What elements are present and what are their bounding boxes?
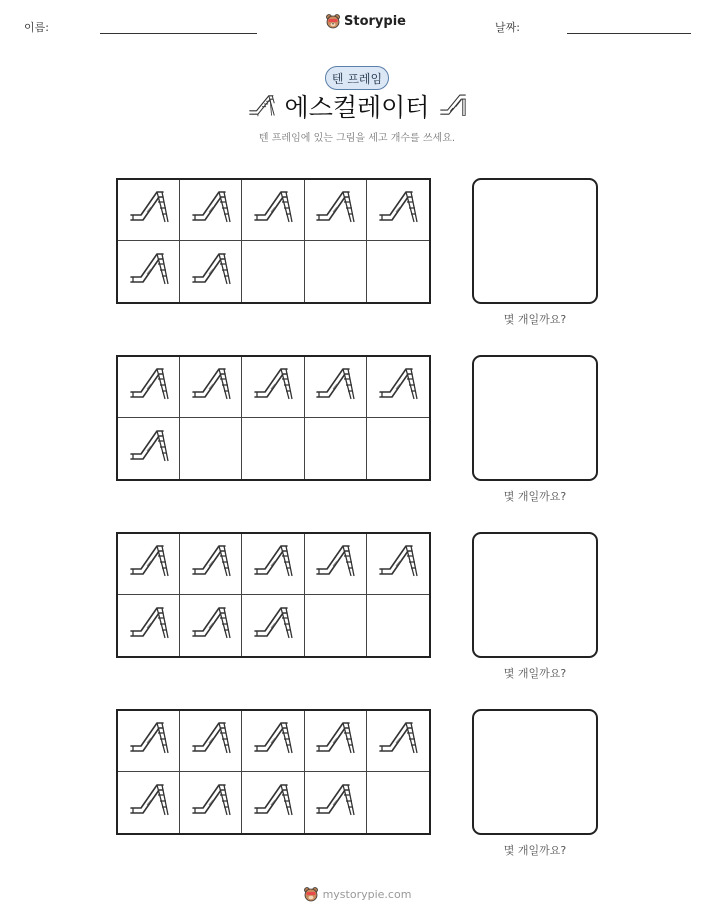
frame-cell [305,534,367,595]
escalator-icon [251,720,295,762]
footer-site: mystorypie.com [322,888,412,901]
frame-cell [305,241,367,302]
ten-frame-1 [116,178,431,304]
frame-cell [367,241,429,302]
frame-cell [118,772,180,833]
escalator-icon [313,720,357,762]
escalator-icon [189,720,233,762]
frame-cell [118,711,180,772]
question-3: 몇 개일까요? [503,667,567,680]
frame-cell [305,357,367,418]
question-1: 몇 개일까요? [503,313,567,326]
frame-cell [305,772,367,833]
frame-cell [180,711,242,772]
frame-cell [367,772,429,833]
frame-cell [180,180,242,241]
escalator-icon [127,428,171,470]
ten-frame-4 [116,709,431,835]
frame-cell [242,357,304,418]
escalator-icon [376,189,420,231]
escalator-icon [376,720,420,762]
frame-cell [180,241,242,302]
escalator-icon [376,366,420,408]
instruction-text: 텐 프레임에 있는 그림을 세고 개수를 쓰세요. [258,133,456,144]
bear-mascot-icon [325,13,341,30]
topic-badge: 텐 프레임 [325,66,389,90]
escalator-icon [127,366,171,408]
frame-cell [367,711,429,772]
frame-cell [305,595,367,656]
frame-cell [242,180,304,241]
escalator-icon [189,543,233,585]
frame-cell [242,418,304,479]
escalator-icon [127,720,171,762]
escalator-icon [189,782,233,824]
footer [0,886,714,903]
frame-cell [242,241,304,302]
escalator-icon [251,605,295,647]
escalator-icon [251,366,295,408]
frame-cell [118,241,180,302]
escalator-icon [127,605,171,647]
name-label: 이름: [24,21,49,34]
date-label: 날짜: [495,21,520,34]
answer-box-4[interactable] [472,709,598,835]
escalator-icon [189,251,233,293]
frame-cell [118,418,180,479]
ten-frame-3 [116,532,431,658]
frame-cell [242,534,304,595]
brand-name: Storypie [344,14,406,29]
frame-cell [118,357,180,418]
question-4: 몇 개일까요? [503,844,567,857]
date-line[interactable] [567,33,691,34]
answer-box-3[interactable] [472,532,598,658]
frame-cell [305,711,367,772]
escalator-icon [376,543,420,585]
brand-logo [325,13,406,30]
escalator-icon [127,251,171,293]
frame-cell [367,357,429,418]
escalator-icon [313,189,357,231]
frame-cell [118,180,180,241]
ten-frame-2 [116,355,431,481]
frame-cell [242,595,304,656]
answer-box-2[interactable] [472,355,598,481]
frame-cell [180,772,242,833]
escalator-icon [438,92,468,120]
frame-cell [305,180,367,241]
frame-cell [367,418,429,479]
escalator-icon [189,605,233,647]
escalator-icon [251,782,295,824]
escalator-icon [189,189,233,231]
frame-cell [367,595,429,656]
frame-cell [305,418,367,479]
escalator-icon [127,782,171,824]
bear-mascot-icon [303,886,319,903]
escalator-icon [127,543,171,585]
frame-cell [242,711,304,772]
frame-cell [118,595,180,656]
question-2: 몇 개일까요? [503,490,567,503]
name-line[interactable] [100,33,257,34]
frame-cell [180,595,242,656]
frame-cell [180,534,242,595]
escalator-icon [127,189,171,231]
frame-cell [180,418,242,479]
escalator-icon [313,366,357,408]
escalator-icon [313,782,357,824]
frame-cell [242,772,304,833]
frame-cell [367,534,429,595]
frame-cell [180,357,242,418]
answer-box-1[interactable] [472,178,598,304]
escalator-icon [251,189,295,231]
frame-cell [118,534,180,595]
page-title: 에스컬레이터 [284,93,430,122]
escalator-icon [189,366,233,408]
escalator-icon [313,543,357,585]
escalator-icon [251,543,295,585]
frame-cell [367,180,429,241]
